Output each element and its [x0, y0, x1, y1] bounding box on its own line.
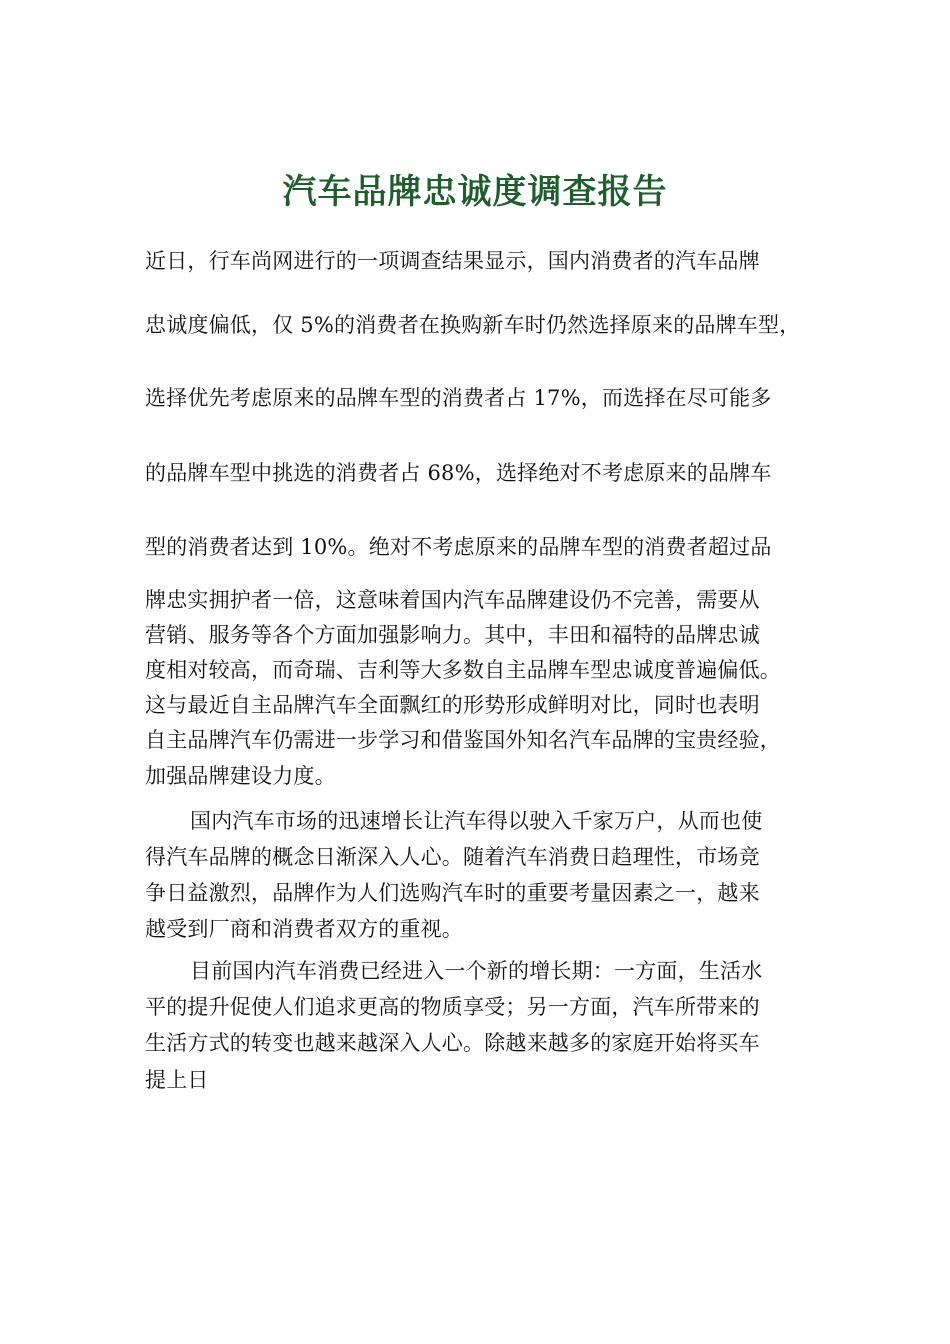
- text-line: 牌忠实拥护者一倍，这意味着国内汽车品牌建设仍不完善，需要从: [145, 588, 760, 612]
- page-title: 汽车品牌忠诚度调查报告: [282, 172, 668, 212]
- text-line: 得汽车品牌的概念日渐深入人心。随着汽车消费日趋理性，市场竞: [145, 845, 760, 869]
- text-line: 加强品牌建设力度。: [145, 764, 336, 788]
- paragraph-first-line: 目前国内汽车消费已经进入一个新的增长期：一方面，生活水: [190, 959, 763, 983]
- text-line: 忠诚度偏低，仅 5%的消费者在换购新车时仍然选择原来的品牌车型，: [145, 313, 801, 337]
- text-line: 越受到厂商和消费者双方的重视。: [145, 917, 463, 941]
- text-line: 近日，行车尚网进行的一项调查结果显示，国内消费者的汽车品牌: [145, 249, 760, 273]
- text-line: 营销、服务等各个方面加强影响力。其中，丰田和福特的品牌忠诚: [145, 623, 760, 647]
- text-line: 提上日: [145, 1068, 209, 1092]
- paragraph-first-line: 国内汽车市场的迅速增长让汽车得以驶入千家万户，从而也使: [190, 809, 763, 833]
- text-line: 平的提升促使人们追求更高的物质享受；另一方面，汽车所带来的: [145, 995, 760, 1019]
- text-line: 度相对较高，而奇瑞、吉利等大多数自主品牌车型忠诚度普遍偏低。: [145, 658, 781, 682]
- text-line: 的品牌车型中挑选的消费者占 68%，选择绝对不考虑原来的品牌车: [145, 461, 772, 485]
- text-line: 选择优先考虑原来的品牌车型的消费者占 17%，而选择在尽可能多: [145, 386, 772, 410]
- text-line: 争日益激烈，品牌作为人们选购汽车时的重要考量因素之一，越来: [145, 881, 760, 905]
- text-line: 自主品牌汽车仍需进一步学习和借鉴国外知名汽车品牌的宝贵经验，: [145, 728, 781, 752]
- text-line: 型的消费者达到 10%。绝对不考虑原来的品牌车型的消费者超过品: [145, 535, 772, 559]
- text-line: 生活方式的转变也越来越深入人心。除越来越多的家庭开始将买车: [145, 1031, 760, 1055]
- text-line: 这与最近自主品牌汽车全面飘红的形势形成鲜明对比，同时也表明: [145, 693, 760, 717]
